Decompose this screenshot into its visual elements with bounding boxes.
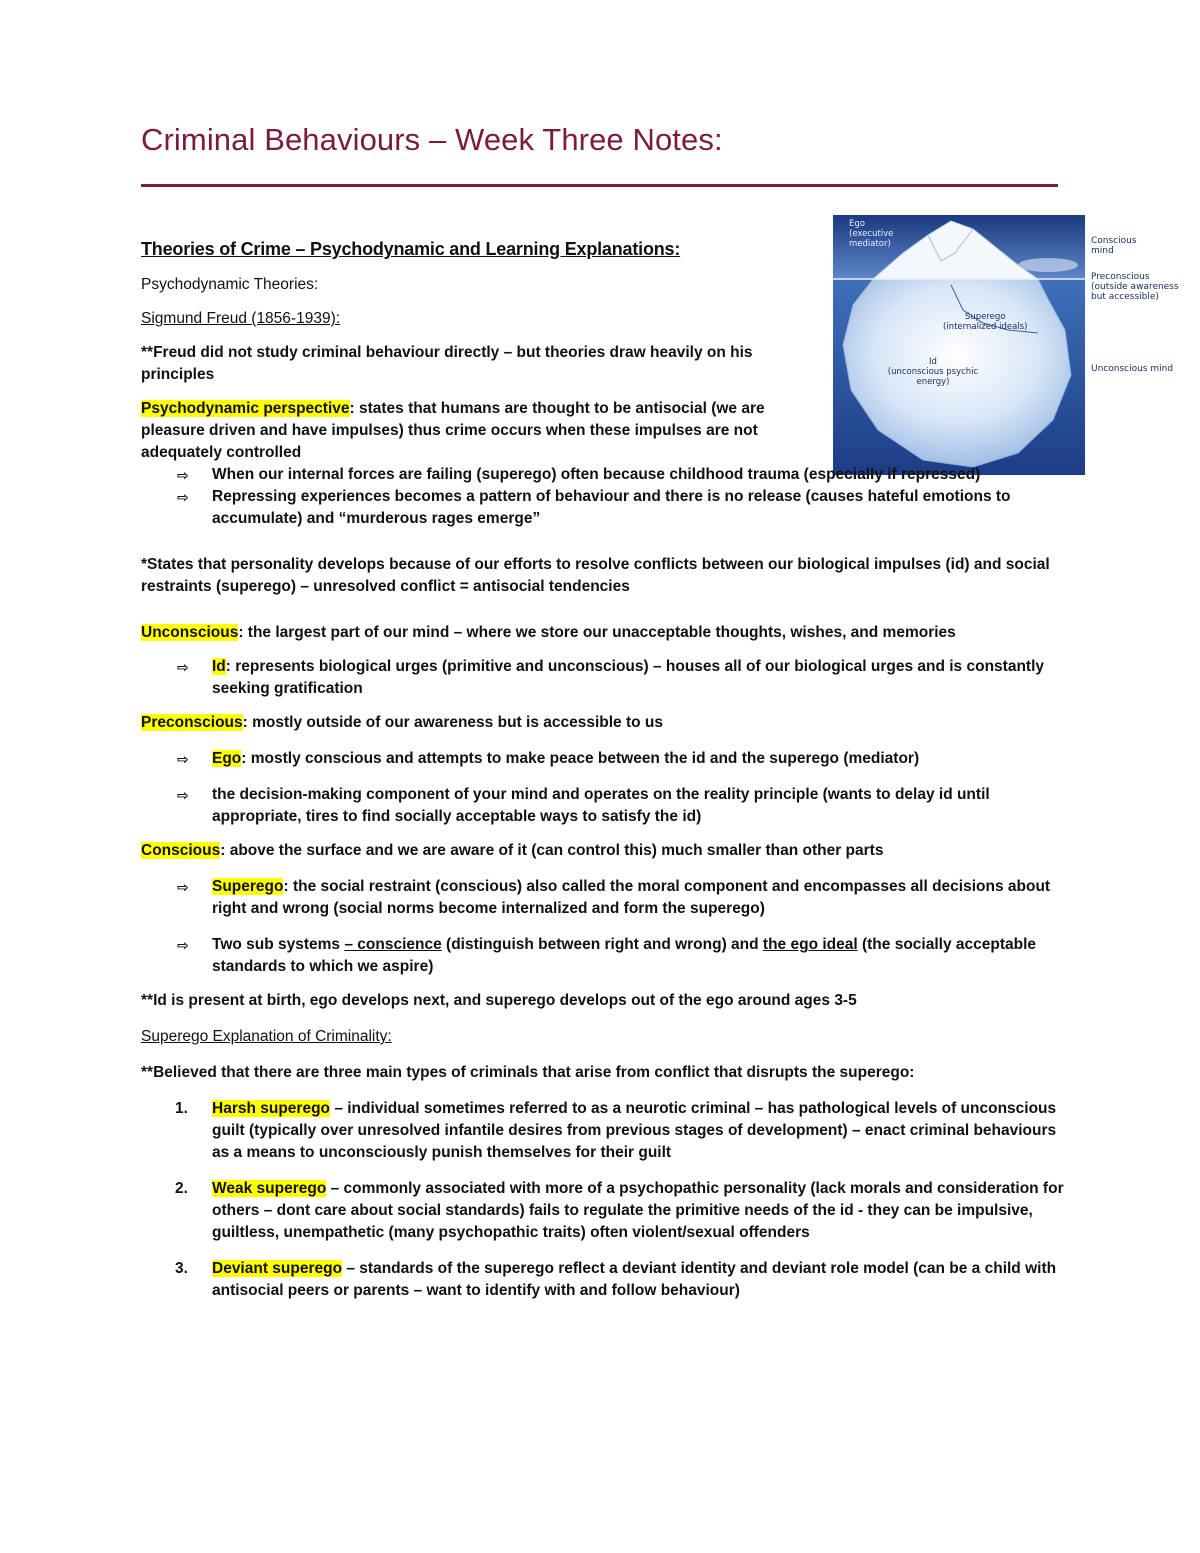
arrow-icon: ⇨ [177,937,189,953]
psychodynamic-term: Psychodynamic perspective [141,400,350,417]
psychodynamic-text: : states that humans are thought to be antisocial (we are pleasure driven and have impulses) thus crime occurs when these impulses are not adequately controlled [141,400,765,461]
list-item: 1. Harsh superego – individual sometimes referred to as a neurotic criminal – has pathological levels of unconscious guilt (typically over unresolved infantile desires from previous stages of development) – enact criminal behaviours as a means to unconsciously punish themselves for their guilt [175,1100,1057,1161]
superego-heading: Superego Explanation of Criminality: [141,1028,392,1045]
unconscious-term: Unconscious [141,624,239,641]
title-rule [141,184,1058,187]
list-item: 2. Weak superego – commonly associated with more of a psychopathic personality (lack morals and consideration for others – dont care about social standards) fails to regulate the primitive needs of the id - they can be impulsive, guiltless, unempathetic (many psychopathic traits) often violent/sexual offenders [175,1180,1064,1241]
list-item: ⇨ Id: represents biological urges (primitive and unconscious) – houses all of our biological urges and is constantly seeking gratification [177,658,1044,697]
conscious-paragraph: Conscious: above the surface and we are aware of it (can control this) much smaller than other parts [141,842,884,859]
personality-note: *States that personality develops because of our efforts to resolve conflicts between our biological impulses (id) and social restraints (superego) – unresolved conflict = antisocial tendencies [141,556,1050,595]
list-item: ⇨ Repressing experiences becomes a pattern of behaviour and there is no release (causes hateful emotions to accumulate) and “murderous rages emerge” [177,488,1011,527]
preconscious-paragraph: Preconscious: mostly outside of our awareness but is accessible to us [141,714,663,731]
arrow-icon: ⇨ [177,787,189,803]
preconscious-term: Preconscious [141,714,243,731]
superego-intro: **Believed that there are three main types of criminals that arise from conflict that disrupts the superego: [141,1064,915,1081]
superego-label: Superego (internalized ideals) [943,312,1028,332]
subheading: Psychodynamic Theories: [141,276,319,293]
freud-note: **Freud did not study criminal behaviour directly – but theories draw heavily on his principles [141,344,753,383]
preconscious-label: Preconscious (outside awareness but accessible) [1091,272,1179,302]
list-item: ⇨ Superego: the social restraint (conscious) also called the moral component and encompasses all decisions about right and wrong (social norms become internalized and form the superego) [177,878,1051,917]
psychodynamic-paragraph [141,398,816,464]
page-title: Criminal Behaviours – Week Three Notes: [141,122,723,157]
list-item: ⇨ Two sub systems – conscience (distinguish between right and wrong) and the ego ideal (the socially acceptable standards to which we aspire) [177,936,1036,975]
superego-types-list [141,1098,1071,1302]
document-body [141,238,1071,1316]
ego-label: Ego (executive mediator) [849,219,894,249]
conscious-mind-label: Conscious mind [1091,236,1137,256]
list-item: ⇨ Ego: mostly conscious and attempts to make peace between the id and the superego (mediator) [141,748,1071,770]
list-item: 3. Deviant superego – standards of the superego reflect a deviant identity and deviant role model (can be a child with antisocial peers or parents – want to identify with and follow behaviour) [175,1260,1057,1299]
arrow-icon: ⇨ [177,467,189,483]
unconscious-bullets [141,656,1071,700]
arrow-icon: ⇨ [177,659,189,675]
preconscious-bullets [141,748,1071,828]
arrow-icon: ⇨ [177,879,189,895]
development-note: **Id is present at birth, ego develops next, and superego develops out of the ego around ages 3-5 [141,992,857,1009]
arrow-icon: ⇨ [177,489,189,505]
arrow-icon: ⇨ [177,751,189,767]
conscious-term: Conscious [141,842,221,859]
section-heading: Theories of Crime – Psychodynamic and Learning Explanations: [141,239,681,259]
list-item: ⇨ the decision-making component of your mind and operates on the reality principle (wants to delay id until appropriate, tires to find socially acceptable ways to satisfy the id) [177,786,990,825]
id-label: Id (unconscious psychic energy) [887,357,979,387]
psychodynamic-bullets [141,464,1071,530]
freud-heading: Sigmund Freud (1856-1939): [141,310,341,327]
conscious-bullets [141,876,1071,978]
list-item: ⇨ When our internal forces are failing (superego) often because childhood trauma (especially if repressed) [141,464,1071,486]
unconscious-mind-label: Unconscious mind [1091,364,1174,374]
unconscious-paragraph: Unconscious: the largest part of our mind – where we store our unacceptable thoughts, wishes, and memories [141,624,956,641]
